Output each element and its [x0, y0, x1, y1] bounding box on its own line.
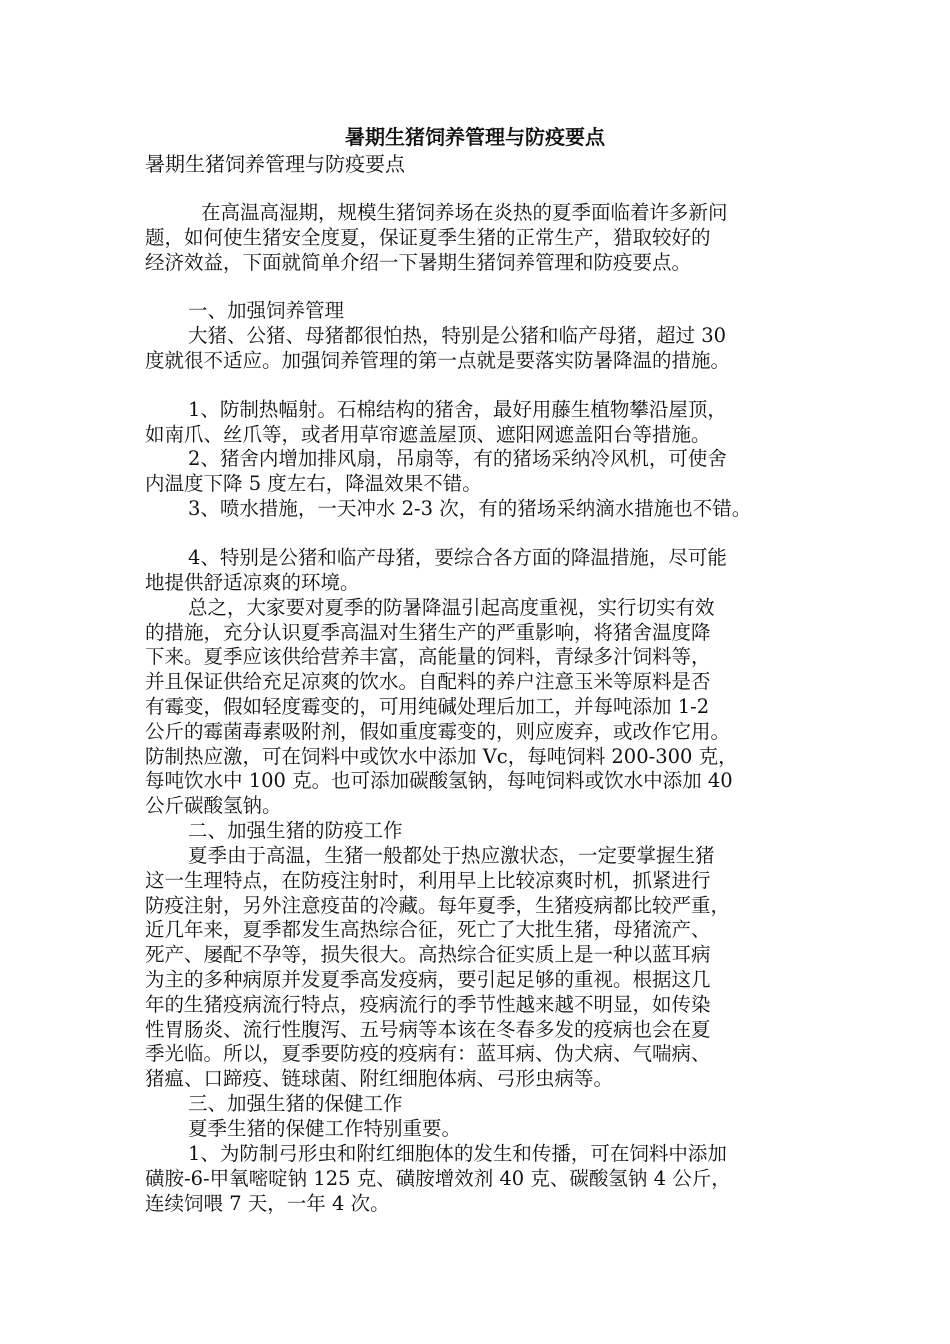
paragraph-line: 夏季生猪的保健工作特别重要。 — [188, 1117, 462, 1140]
paragraph-line: 磺胺-6-甲氧嘧啶钠 125 克、磺胺增效剂 40 克、碳酸氢钠 4 公斤， — [145, 1167, 731, 1190]
paragraph-line: 2、猪舍内增加排风扇，吊扇等，有的猪场采纳冷风机，可使舍 — [188, 447, 727, 470]
paragraph-line: 近几年来，夏季都发生高热综合征，死亡了大批生猪，母猪流产、 — [145, 918, 711, 941]
paragraph-line: 经济效益，下面就简单介绍一下暑期生猪饲养管理和防疫要点。 — [145, 251, 692, 274]
paragraph-line: 1、为防制弓形虫和附红细胞体的发生和传播，可在饲料中添加 — [188, 1142, 727, 1165]
paragraph-line: 防制热应激，可在饲料中或饮水中添加 Vc，每吨饲料 200-300 克， — [145, 745, 738, 768]
paragraph-line: 这一生理特点，在防疫注射时，利用早上比较凉爽时机，抓紧进行 — [145, 869, 711, 892]
section-heading: 一、加强饲养管理 — [188, 299, 345, 322]
section-heading: 二、加强生猪的防疫工作 — [188, 819, 403, 842]
paragraph-line: 为主的多种病原并发夏季高发疫病，要引起足够的重视。根据这几 — [145, 968, 711, 991]
paragraph-line: 有霉变，假如轻度霉变的，可用纯碱处理后加工，并每吨添加 1-2 — [145, 695, 710, 718]
paragraph-line: 4、特别是公猪和临产母猪，要综合各方面的降温措施，尽可能 — [188, 546, 727, 569]
paragraph-line: 年的生猪疫病流行特点，疫病流行的季节性越来越不明显，如传染 — [145, 993, 711, 1016]
paragraph-line: 下来。夏季应该供给营养丰富，高能量的饲料，青绿多汁饲料等， — [145, 645, 711, 668]
paragraph-line: 猪瘟、口蹄疫、链球菌、附红细胞体病、弓形虫病等。 — [145, 1067, 614, 1090]
paragraph-line: 连续饲喂 7 天，一年 4 次。 — [145, 1192, 390, 1215]
paragraph-line: 1、防制热幅射。石棉结构的猪舍，最好用藤生植物攀沿屋顶， — [188, 398, 727, 421]
paragraph-line: 夏季由于高温，生猪一般都处于热应激状态，一定要掌握生猪 — [188, 844, 715, 867]
paragraph-line: 每吨饮水中 100 克。也可添加碳酸氢钠，每吨饲料或饮水中添加 40 — [145, 769, 733, 792]
paragraph-line: 如南爪、丝爪等，或者用草帘遮盖屋顶、遮阳网遮盖阳台等措施。 — [145, 423, 711, 446]
document-title: 暑期生猪饲养管理与防疫要点 — [345, 125, 605, 149]
paragraph-line: 的措施，充分认识夏季高温对生猪生产的严重影响，将猪舍温度降 — [145, 621, 711, 644]
paragraph-line: 防疫注射，另外注意疫苗的冷藏。每年夏季，生猪疫病都比较严重， — [145, 894, 731, 917]
paragraph-line: 公斤碳酸氢钠。 — [145, 794, 282, 817]
paragraph-line: 季光临。所以，夏季要防疫的疫病有：蓝耳病、伪犬病、气喘病、 — [145, 1042, 711, 1065]
paragraph-line: 并且保证供给充足凉爽的饮水。自配料的养户注意玉米等原料是否 — [145, 670, 711, 693]
paragraph-line: 度就很不适应。加强饲养管理的第一点就是要落实防暑降温的措施。 — [145, 349, 731, 372]
paragraph-line: 地提供舒适凉爽的环境。 — [145, 571, 360, 594]
paragraph-line: 性胃肠炎、流行性腹泻、五号病等本该在冬春多发的疫病也会在夏 — [145, 1018, 711, 1041]
section-heading: 三、加强生猪的保健工作 — [188, 1092, 403, 1115]
paragraph-line: 3、喷水措施，一天冲水 2-3 次，有的猪场采纳滴水措施也不错。 — [188, 497, 752, 520]
paragraph-line: 题，如何使生猪安全度夏，保证夏季生猪的正常生产，猎取较好的 — [145, 226, 711, 249]
paragraph-line: 公斤的霉菌毒素吸附剂，假如重度霉变的，则应废弃，或改作它用。 — [145, 720, 731, 743]
paragraph-line: 内温度下降 5 度左右，降温效果不错。 — [145, 472, 482, 495]
paragraph-line: 大猪、公猪、母猪都很怕热，特别是公猪和临产母猪，超过 30 — [188, 324, 727, 347]
document-subtitle: 暑期生猪饲养管理与防疫要点 — [145, 152, 405, 176]
paragraph-line: 死产、屡配不孕等，损失很大。高热综合征实质上是一种以蓝耳病 — [145, 943, 711, 966]
paragraph-line: 在高温高湿期，规模生猪饲养场在炎热的夏季面临着许多新问 — [201, 201, 728, 224]
paragraph-line: 总之，大家要对夏季的防暑降温引起高度重视，实行切实有效 — [188, 596, 715, 619]
